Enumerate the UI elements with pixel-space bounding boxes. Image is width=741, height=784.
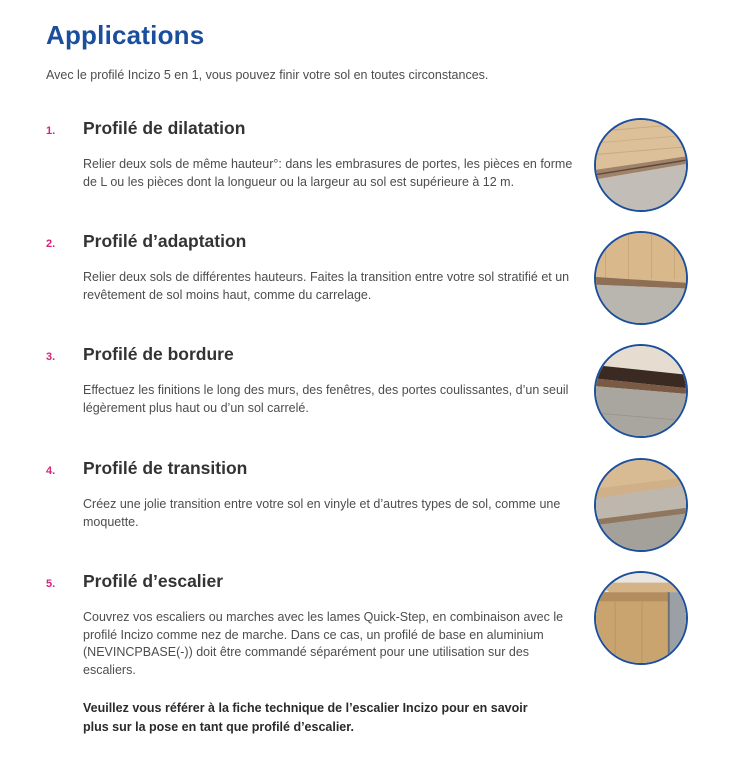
item-description: Créez une jolie transition entre votre sol en vinyle et d’autres types de sol, comme une moquette. (83, 497, 561, 529)
item-heading: Profilé de dilatation (83, 118, 246, 138)
item-note: Veuillez vous référer à la fiche technique de l’escalier Incizo pour en savoir plus sur la pose en tant que profilé d’escalier. (83, 701, 528, 734)
bordure-profile-image (594, 344, 688, 438)
item-number: 5. (46, 578, 56, 590)
adaptation-profile-image (594, 231, 688, 325)
item-description: Couvrez vos escaliers ou marches avec les lames Quick-Step, en combinaison avec le profilé Incizo comme nez de marche. Dans ce cas, un profilé de base en aluminium (NEVINCPBASE(-)) doit être commandé séparément pour une utilisation sur des escaliers. (83, 610, 564, 677)
item-number: 4. (46, 465, 56, 477)
transition-profile-image (594, 458, 688, 552)
item-heading: Profilé d’escalier (83, 571, 224, 591)
item-number: 2. (46, 238, 56, 250)
item-description: Relier deux sols de différentes hauteurs. Faites la transition entre votre sol stratifié et un revêtement de sol moins haut, comme du carrelage. (83, 270, 570, 302)
dilatation-profile-image (594, 118, 688, 212)
item-number: 1. (46, 125, 56, 137)
item-heading: Profilé d’adaptation (83, 231, 247, 251)
item-heading: Profilé de bordure (83, 344, 234, 364)
intro-text: Avec le profilé Incizo 5 en 1, vous pouvez finir votre sol en toutes circonstances. (46, 68, 489, 82)
item-heading: Profilé de transition (83, 458, 248, 478)
escalier-profile-image (594, 571, 688, 665)
item-number: 3. (46, 351, 56, 363)
item-description: Effectuez les finitions le long des murs, des fenêtres, des portes coulissantes, d’un seuil légèrement plus haut ou d’un sol carrelé. (83, 383, 569, 415)
page-title: Applications (46, 20, 205, 50)
item-description: Relier deux sols de même hauteur°: dans les embrasures de portes, les pièces en forme de L ou les pièces dont la longueur ou la largeur au sol est supérieure à 12 m. (83, 157, 573, 189)
